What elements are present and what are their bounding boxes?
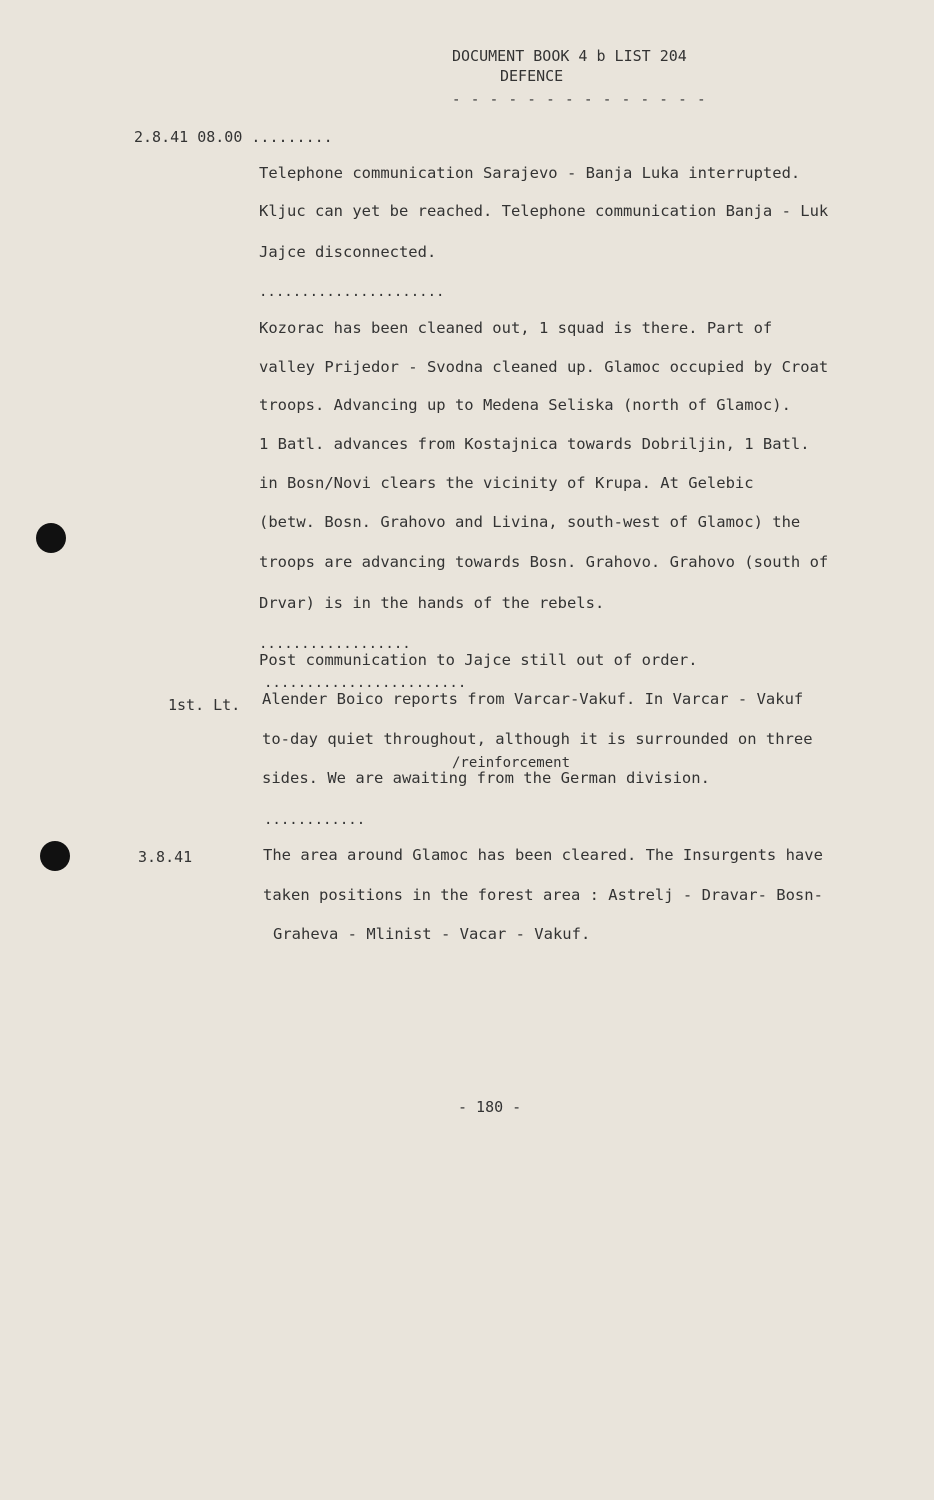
text-line: taken positions in the forest area : Astrelj - Dravar- Bosn- — [263, 886, 823, 904]
text-line: Kljuc can yet be reached. Telephone communication Banja - Luk — [259, 202, 829, 220]
punch-hole-lower — [40, 841, 70, 871]
text-line: (betw. Bosn. Grahovo and Livina, south-west of Glamoc) the — [259, 513, 801, 531]
header-rule: - - - - - - - - - - - - - - — [452, 92, 707, 108]
text-line: Drvar) is in the hands of the rebels. — [259, 594, 605, 612]
text-line: sides. We are awaiting from the German division. — [262, 769, 710, 787]
entry-date-1: 2.8.41 08.00 ......... — [134, 128, 333, 146]
handwritten-insertion: /reinforcement — [452, 755, 571, 771]
punch-hole-upper — [36, 523, 66, 553]
text-line: The area around Glamoc has been cleared. The Insurgents have — [263, 846, 823, 864]
text-line: Jajce disconnected. — [259, 243, 437, 261]
text-line: troops. Advancing up to Medena Seliska (north of Glamoc). — [259, 396, 791, 414]
document-title: DOCUMENT BOOK 4 b LIST 204 — [452, 47, 687, 65]
separator-dots: ........................ — [264, 675, 467, 691]
text-line: in Bosn/Novi clears the vicinity of Krupa. At Gelebic — [259, 474, 754, 492]
page-number: - 180 - — [458, 1098, 522, 1116]
text-line: Post communication to Jajce still out of order. — [259, 651, 698, 669]
text-line: valley Prijedor - Svodna cleaned up. Glamoc occupied by Croat — [259, 358, 829, 376]
document-subtitle: DEFENCE — [500, 67, 564, 85]
separator-dots: .................. — [259, 636, 411, 652]
text-line: to-day quiet throughout, although it is surrounded on three — [262, 730, 813, 748]
text-line: Telephone communication Sarajevo - Banja Luka interrupted. — [259, 164, 801, 182]
separator-dots: ............ — [264, 812, 366, 828]
separator-dots: ...................... — [259, 284, 445, 300]
text-line: 1 Batl. advances from Kostajnica towards Dobriljin, 1 Batl. — [259, 435, 810, 453]
text-line: Graheva - Mlinist - Vacar - Vakuf. — [273, 925, 591, 943]
margin-rank: 1st. Lt. — [168, 696, 241, 714]
text-line: Kozorac has been cleaned out, 1 squad is there. Part of — [259, 319, 773, 337]
text-line: Alender Boico reports from Varcar-Vakuf. In Varcar - Vakuf — [262, 690, 804, 708]
entry-date-2: 3.8.41 — [138, 848, 193, 866]
text-line: troops are advancing towards Bosn. Grahovo. Grahovo (south of — [259, 553, 829, 571]
